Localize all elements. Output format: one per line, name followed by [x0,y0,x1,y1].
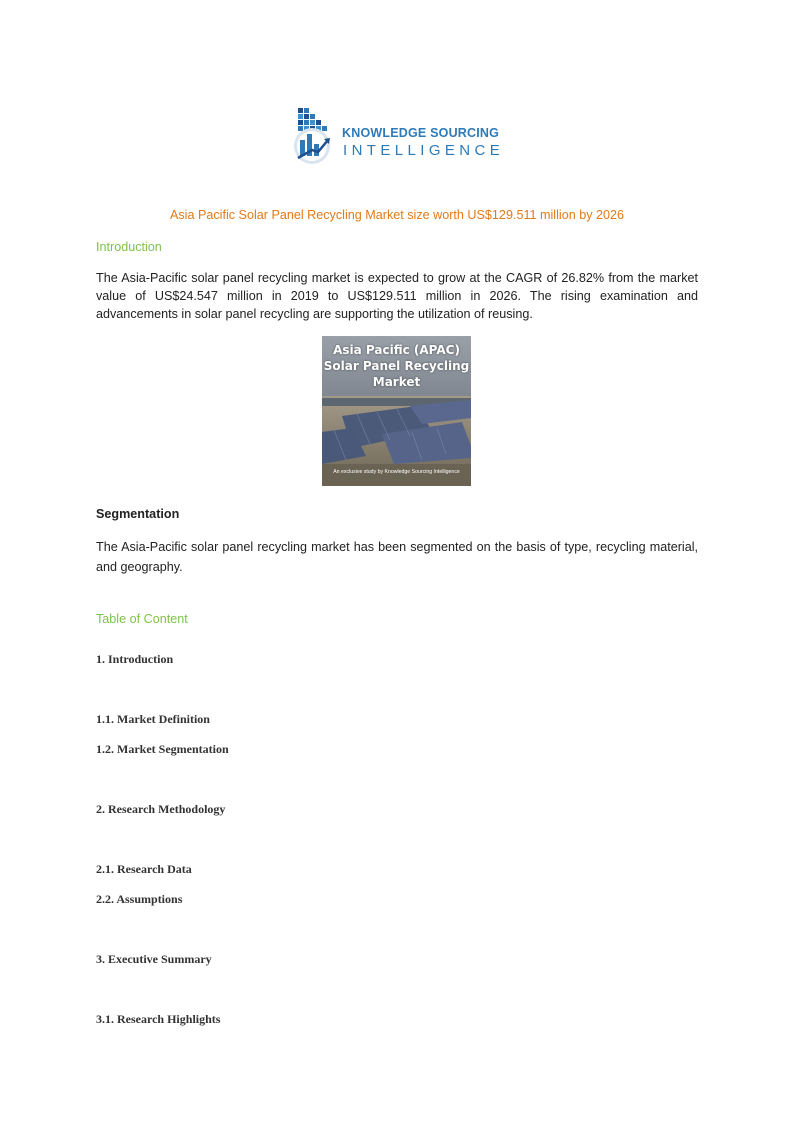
report-cover-image [322,336,471,486]
toc-item: 1.2. Market Segmentation [96,742,229,756]
toc-item: 2.1. Research Data [96,862,192,876]
company-logo [290,106,510,166]
toc-item: 1.1. Market Definition [96,712,210,726]
logo-line-2: INTELLIGENCE [343,142,505,159]
toc-item: 2. Research Methodology [96,802,226,816]
toc-item: 3. Executive Summary [96,952,212,966]
introduction-paragraph: The Asia-Pacific solar panel recycling market is expected to grow at the CAGR of 26.82% from the market value of US$24.547 million in 2019 to US$129.511 million in 2026. The rising examination and advancements in solar panel recycling are supporting the utilization of reusing. [96,271,698,321]
bar-chart-arrow-icon [290,106,340,166]
toc-heading: Table of Content [96,612,188,626]
toc-item: 3.1. Research Highlights [96,1012,221,1026]
segmentation-paragraph: The Asia-Pacific solar panel recycling market has been segmented on the basis of type, recycling material, and geography. [96,540,698,574]
logo-line-1: KNOWLEDGE SOURCING [342,126,500,140]
toc-item: 2.2. Assumptions [96,892,183,906]
segmentation-heading: Segmentation [96,507,180,521]
toc-item: 1. Introduction [96,652,174,666]
cover-title: Asia Pacific (APAC) Solar Panel Recycling Market [323,343,470,389]
cover-caption: An exclusive study by Knowledge Sourcing Intelligence [333,469,460,475]
document-title: Asia Pacific Solar Panel Recycling Market size worth US$129.511 million by 2026 [169,208,625,222]
introduction-heading: Introduction [96,240,162,254]
